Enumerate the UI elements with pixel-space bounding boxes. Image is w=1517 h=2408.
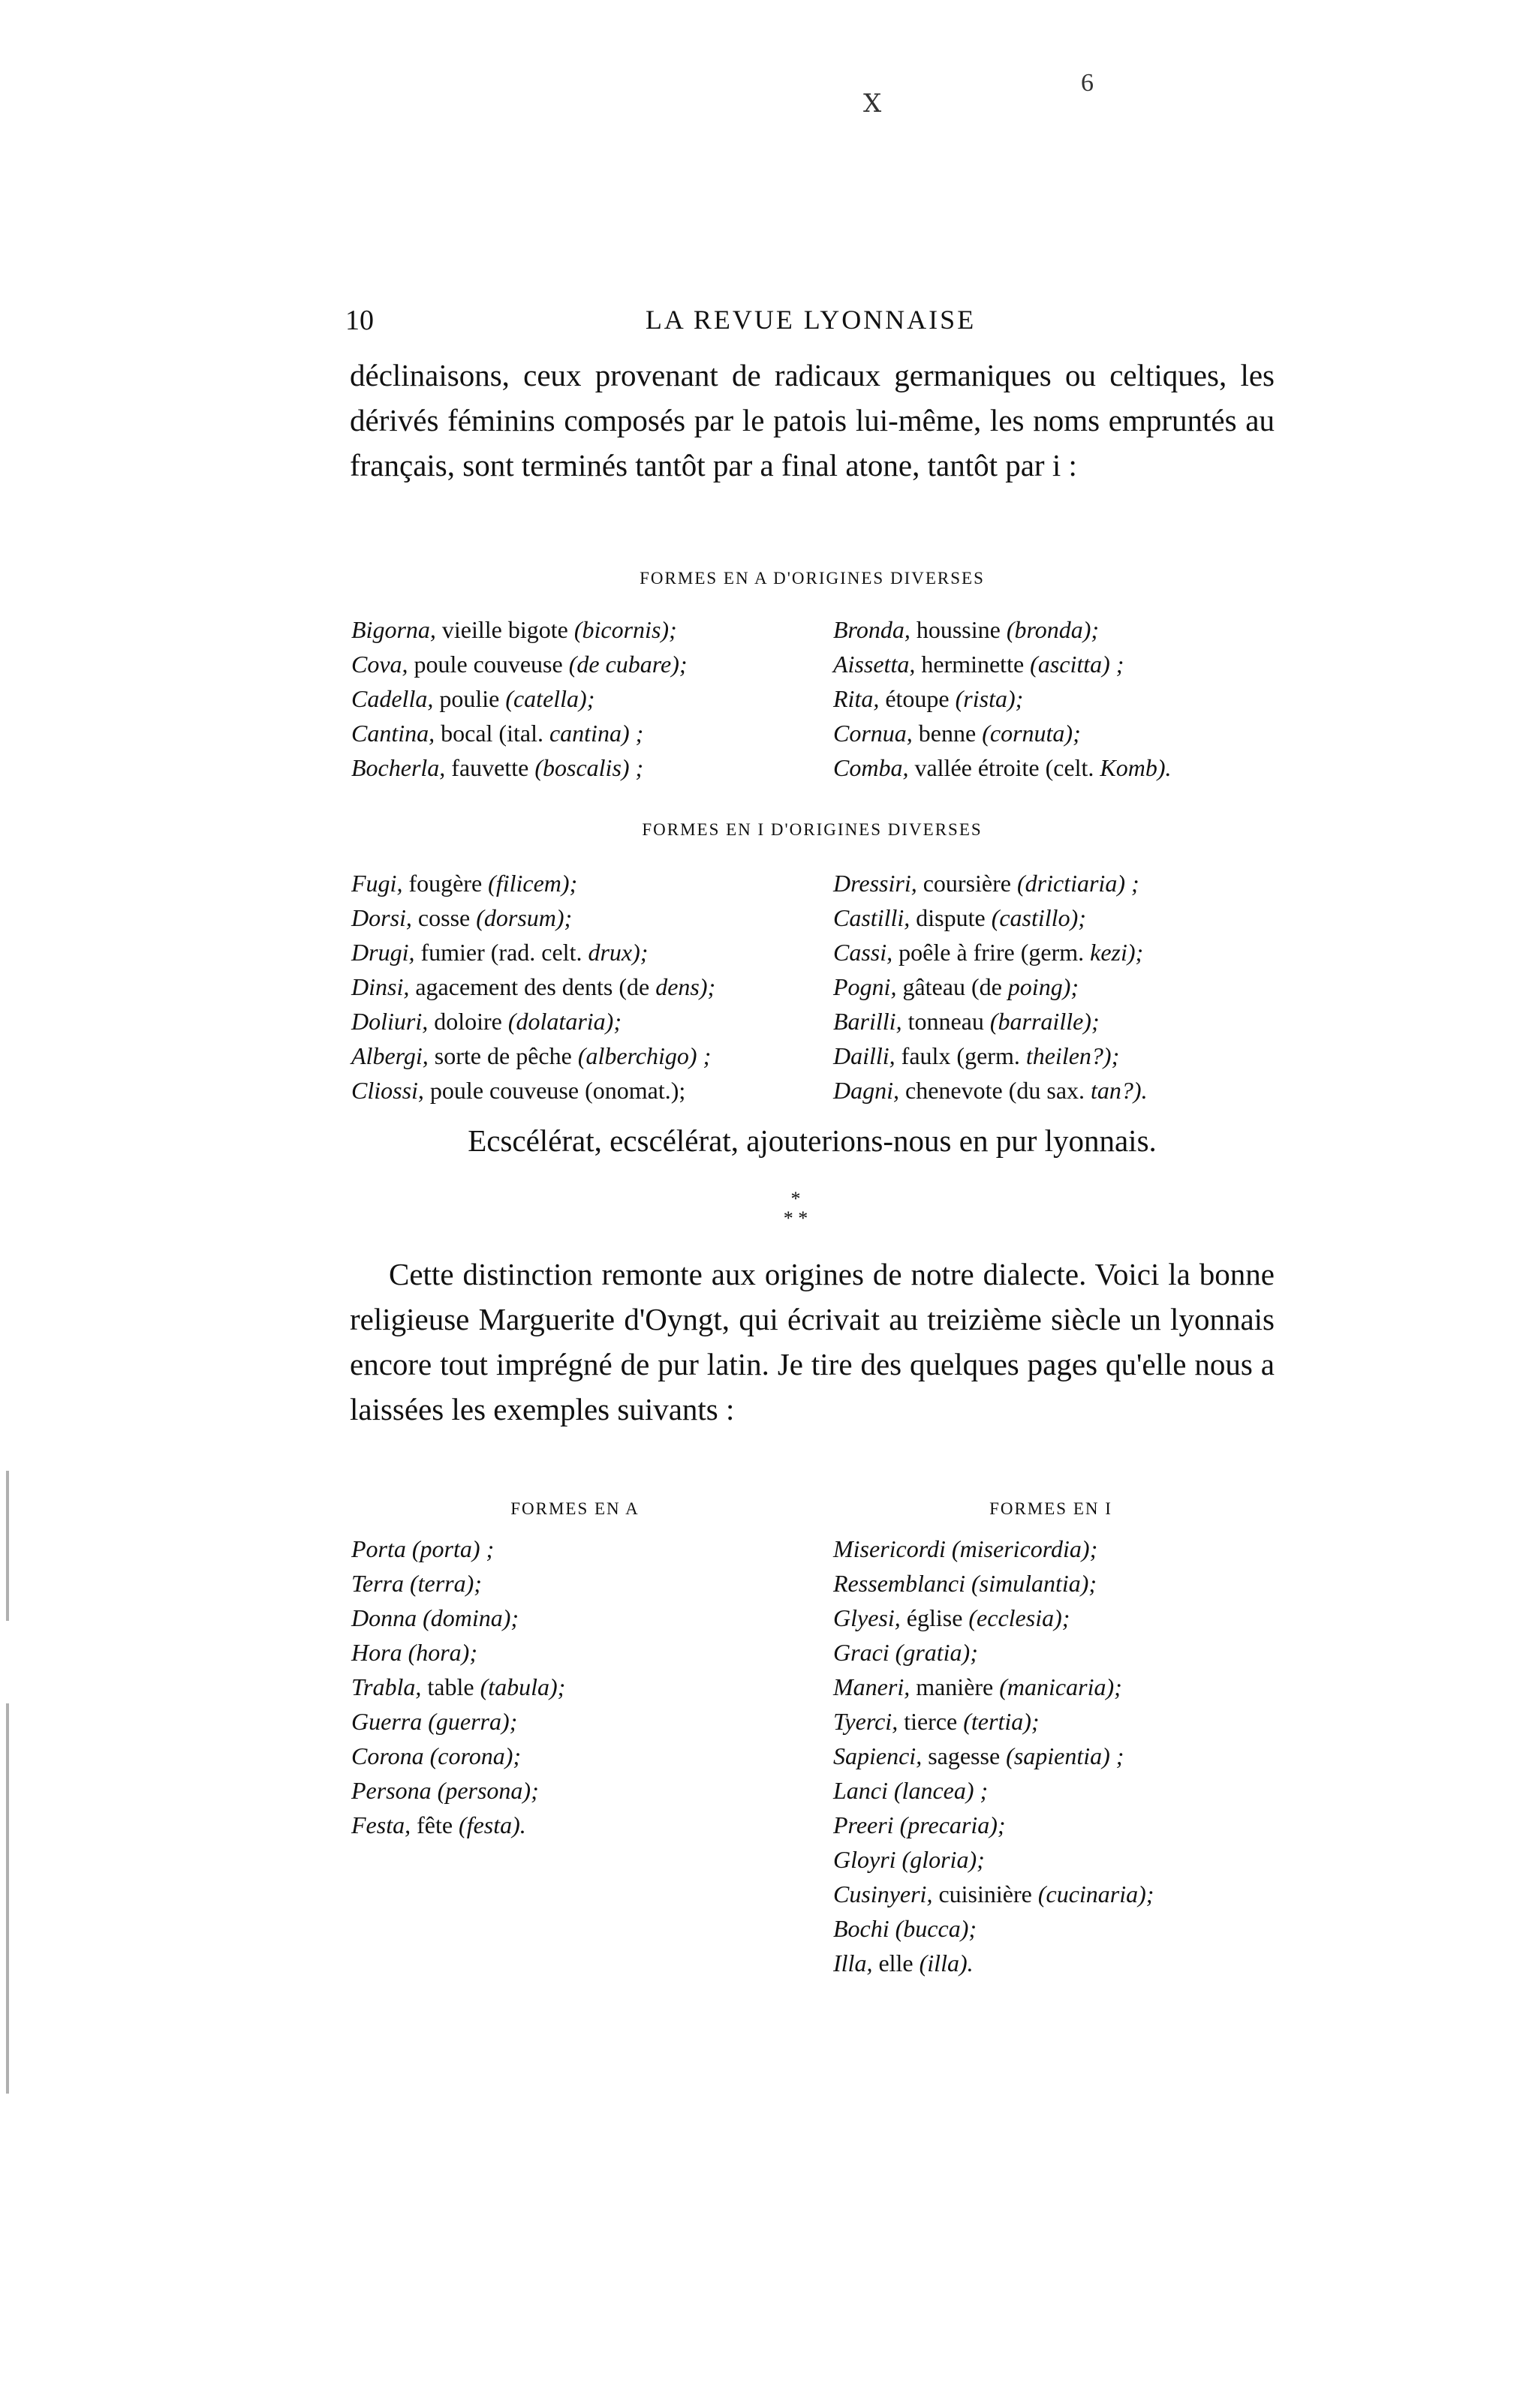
word-entry (833, 681, 1172, 716)
word-entry (351, 935, 715, 970)
word-entry (351, 1073, 715, 1108)
entry-word: Tyerci, (833, 1708, 898, 1735)
word-entry (351, 1670, 565, 1704)
entry-gloss: agacement des dents (de (415, 973, 650, 1000)
asterism-top: * (790, 1188, 801, 1210)
entry-etymology: (bucca); (895, 1915, 977, 1942)
word-entry (833, 1039, 1148, 1073)
heading-formes-en-a: FORMES EN A D'ORIGINES DIVERSES (640, 569, 985, 588)
entry-etymology: (boscalis) ; (534, 754, 644, 781)
entry-word: Preeri (833, 1811, 894, 1838)
entry-etymology: (filicem); (488, 870, 578, 897)
entry-etymology: (guerra); (428, 1708, 518, 1735)
page-number: 10 (345, 305, 374, 336)
entry-gloss: église (906, 1604, 963, 1631)
word-entry (833, 1073, 1148, 1108)
word-entry (833, 935, 1148, 970)
entry-etymology: (ecclesia); (968, 1604, 1070, 1631)
entry-etymology: (de cubare); (568, 651, 688, 678)
entry-etymology: (drictiaria) ; (1016, 870, 1139, 897)
entry-word: Graci (833, 1639, 889, 1666)
entry-word: Dailli, (833, 1042, 895, 1069)
running-head (345, 304, 1276, 341)
entry-gloss: sagesse (928, 1742, 1001, 1769)
asterism-bottom: * * (783, 1207, 808, 1229)
word-entry (351, 970, 715, 1004)
entry-etymology: (rista); (955, 685, 1024, 712)
entry-gloss: sorte de pêche (434, 1042, 572, 1069)
entry-etymology: (terra); (409, 1570, 482, 1597)
entry-word: Pogni, (833, 973, 897, 1000)
entry-gloss: vieille bigote (441, 616, 568, 643)
heading-oyngt-i: FORMES EN I (989, 1499, 1112, 1518)
entry-word: Fugi, (351, 870, 403, 897)
word-entry (833, 1773, 1154, 1808)
entry-gloss: benne (918, 720, 977, 747)
word-entry (351, 866, 715, 900)
entry-etymology: (manicaria); (999, 1673, 1122, 1700)
entry-gloss: étoupe (885, 685, 950, 712)
entry-etymology: (gratia); (895, 1639, 978, 1666)
word-entry (351, 1601, 565, 1635)
entry-word: Corona (351, 1742, 424, 1769)
word-list-a-left (351, 612, 688, 785)
word-entry (833, 1635, 1154, 1670)
word-entry (833, 1877, 1154, 1911)
entry-gloss: dispute (916, 904, 986, 931)
entry-etymology: kezi); (1090, 939, 1144, 966)
word-entry (833, 1004, 1148, 1039)
entry-word: Bocherla, (351, 754, 446, 781)
entry-word: Bochi (833, 1915, 889, 1942)
word-entry (351, 647, 688, 681)
entry-word: Misericordi (833, 1535, 946, 1562)
word-entry (351, 750, 688, 785)
entry-gloss: poule couveuse (414, 651, 563, 678)
entry-word: Dorsi, (351, 904, 412, 931)
entry-etymology: (tabula); (480, 1673, 566, 1700)
entry-word: Aissetta, (833, 651, 916, 678)
word-list-a-right (833, 612, 1172, 785)
entry-gloss: bocal (ital. (441, 720, 543, 747)
entry-gloss: doloire (434, 1008, 502, 1035)
entry-etymology: (persona); (437, 1777, 539, 1804)
entry-gloss: fumier (rad. celt. (420, 939, 582, 966)
entry-gloss: chenevote (du sax. (905, 1077, 1085, 1104)
entry-word: Cliossi, (351, 1077, 424, 1104)
word-entry (833, 1670, 1154, 1704)
entry-gloss: tonneau (907, 1008, 984, 1035)
word-entry (833, 1704, 1154, 1739)
word-entry (351, 900, 715, 935)
entry-etymology: (dorsum); (476, 904, 573, 931)
entry-etymology: (hora); (408, 1639, 477, 1666)
entry-etymology: (simulantia); (971, 1570, 1097, 1597)
entry-gloss: houssine (916, 616, 1001, 643)
word-entry (833, 1566, 1154, 1601)
entry-etymology: (bicornis); (573, 616, 677, 643)
margin-rule (6, 1703, 9, 2094)
entry-etymology: (bronda); (1006, 616, 1100, 643)
entry-etymology: (domina); (423, 1604, 519, 1631)
entry-word: Rita, (833, 685, 880, 712)
entry-gloss: table (427, 1673, 474, 1700)
word-entry (833, 1946, 1154, 1980)
entry-gloss: fête (417, 1811, 453, 1838)
entry-gloss: poule couveuse (onomat.); (429, 1077, 686, 1104)
entry-gloss: vallée étroite (celt. (914, 754, 1094, 781)
entry-etymology: (lancea) ; (893, 1777, 989, 1804)
word-entry (351, 1004, 715, 1039)
word-list-oyngt-a (351, 1532, 565, 1842)
entry-word: Cornua, (833, 720, 913, 747)
entry-word: Dagni, (833, 1077, 899, 1104)
word-entry (833, 1911, 1154, 1946)
paragraph-oyngt: Cette distinction remonte aux origines de notre dialecte. Voici la bonne religieuse Marguerite d'Oyngt, qui écrivait au treizième siècle un lyonnais encore tout imprégné de pur latin. Je tire des quelques pages qu'elle nous a laissées les exemples suivants : (350, 1257, 1275, 1426)
word-entry (833, 866, 1148, 900)
word-entry (833, 1808, 1154, 1842)
word-entry (351, 1635, 565, 1670)
word-entry (351, 716, 688, 750)
entry-word: Gloyri (833, 1846, 896, 1873)
entry-etymology: poing); (1007, 973, 1079, 1000)
entry-etymology: (gloria); (901, 1846, 985, 1873)
entry-gloss: herminette (921, 651, 1025, 678)
word-entry (351, 681, 688, 716)
entry-word: Comba, (833, 754, 909, 781)
entry-word: Terra (351, 1570, 404, 1597)
entry-word: Bigorna, (351, 616, 436, 643)
word-entry (351, 1532, 565, 1566)
entry-etymology: (festa). (459, 1811, 526, 1838)
entry-etymology: cantina) ; (549, 720, 644, 747)
word-entry (833, 970, 1148, 1004)
entry-word: Dressiri, (833, 870, 917, 897)
margin-mark: 6 (1081, 69, 1094, 97)
paragraph-intro: déclinaisons, ceux provenant de radicaux germaniques ou celtiques, les dérivés féminins composés par le patois lui-même, les noms empruntés au français, sont terminés tantôt par a final atone, tantôt par i : (350, 358, 1275, 483)
entry-word: Cadella, (351, 685, 434, 712)
entry-etymology: (precaria); (899, 1811, 1006, 1838)
entry-word: Guerra (351, 1708, 423, 1735)
asterism (751, 1189, 841, 1228)
word-entry (833, 1842, 1154, 1877)
entry-word: Illa, (833, 1950, 873, 1977)
word-entry (351, 1704, 565, 1739)
entry-gloss: fougère (408, 870, 483, 897)
entry-etymology: dens); (655, 973, 716, 1000)
entry-etymology: Komb). (1100, 754, 1172, 781)
word-entry (351, 1773, 565, 1808)
word-entry (833, 1532, 1154, 1566)
entry-etymology: (sapientia) ; (1006, 1742, 1124, 1769)
heading-formes-en-i: FORMES EN I D'ORIGINES DIVERSES (642, 820, 983, 839)
entry-word: Maneri, (833, 1673, 911, 1700)
entry-word: Cusinyeri, (833, 1880, 933, 1907)
word-entry (833, 612, 1172, 647)
entry-word: Bronda, (833, 616, 911, 643)
entry-word: Doliuri, (351, 1008, 429, 1035)
entry-gloss: tierce (904, 1708, 958, 1735)
entry-etymology: drux); (588, 939, 649, 966)
entry-gloss: gâteau (de (902, 973, 1002, 1000)
entry-etymology: tan?). (1091, 1077, 1148, 1104)
word-entry (833, 716, 1172, 750)
entry-etymology: (cucinaria); (1037, 1880, 1154, 1907)
word-entry (833, 1601, 1154, 1635)
entry-word: Glyesi, (833, 1604, 901, 1631)
entry-etymology: (castillo); (991, 904, 1086, 931)
margin-mark: Ⅹ (863, 90, 882, 118)
entry-gloss: coursière (923, 870, 1011, 897)
entry-word: Persona (351, 1777, 432, 1804)
entry-gloss: elle (878, 1950, 914, 1977)
entry-etymology: (barraille); (989, 1008, 1100, 1035)
entry-etymology: (dolataria); (507, 1008, 622, 1035)
entry-word: Hora (351, 1639, 402, 1666)
entry-gloss: fauvette (451, 754, 529, 781)
word-entry (833, 1739, 1154, 1773)
entry-word: Cantina, (351, 720, 435, 747)
word-entry (351, 1739, 565, 1773)
entry-etymology: (corona); (429, 1742, 522, 1769)
heading-oyngt-a: FORMES EN A (510, 1499, 640, 1518)
entry-gloss: manière (916, 1673, 994, 1700)
word-list-oyngt-i (833, 1532, 1154, 1980)
entry-gloss: faulx (germ. (901, 1042, 1020, 1069)
entry-etymology: (illa). (919, 1950, 974, 1977)
paragraph-ecscelerat: Ecscélérat, ecscélérat, ajouterions-nous en pur lyonnais. (468, 1123, 1157, 1158)
entry-gloss: cosse (417, 904, 471, 931)
entry-etymology: (tertia); (963, 1708, 1040, 1735)
entry-etymology: (alberchigo) ; (577, 1042, 712, 1069)
margin-rule (6, 1471, 9, 1621)
entry-word: Ressemblanci (833, 1570, 965, 1597)
entry-word: Donna (351, 1604, 417, 1631)
word-entry (833, 900, 1148, 935)
entry-word: Drugi, (351, 939, 415, 966)
word-list-i-right (833, 866, 1148, 1108)
word-entry (833, 647, 1172, 681)
journal-title: LA REVUE LYONNAISE (645, 305, 977, 335)
entry-etymology: (cornuta); (982, 720, 1081, 747)
entry-word: Sapienci, (833, 1742, 923, 1769)
entry-gloss: poêle à frire (germ. (898, 939, 1085, 966)
entry-gloss: cuisinière (938, 1880, 1032, 1907)
word-entry (351, 1808, 565, 1842)
entry-word: Albergi, (351, 1042, 429, 1069)
word-entry (351, 1566, 565, 1601)
entry-gloss: poulie (439, 685, 500, 712)
word-entry (351, 612, 688, 647)
entry-word: Lanci (833, 1777, 888, 1804)
word-list-i-left (351, 866, 715, 1108)
entry-etymology: (catella); (505, 685, 595, 712)
entry-etymology: theilen?); (1025, 1042, 1120, 1069)
entry-word: Castilli, (833, 904, 911, 931)
entry-word: Trabla, (351, 1673, 422, 1700)
entry-word: Porta (351, 1535, 406, 1562)
entry-word: Dinsi, (351, 973, 410, 1000)
entry-etymology: (misericordia); (951, 1535, 1098, 1562)
entry-word: Barilli, (833, 1008, 902, 1035)
word-entry (351, 1039, 715, 1073)
entry-word: Cassi, (833, 939, 893, 966)
entry-etymology: (porta) ; (411, 1535, 495, 1562)
entry-word: Cova, (351, 651, 408, 678)
entry-etymology: (ascitta) ; (1030, 651, 1124, 678)
word-entry (833, 750, 1172, 785)
entry-word: Festa, (351, 1811, 411, 1838)
